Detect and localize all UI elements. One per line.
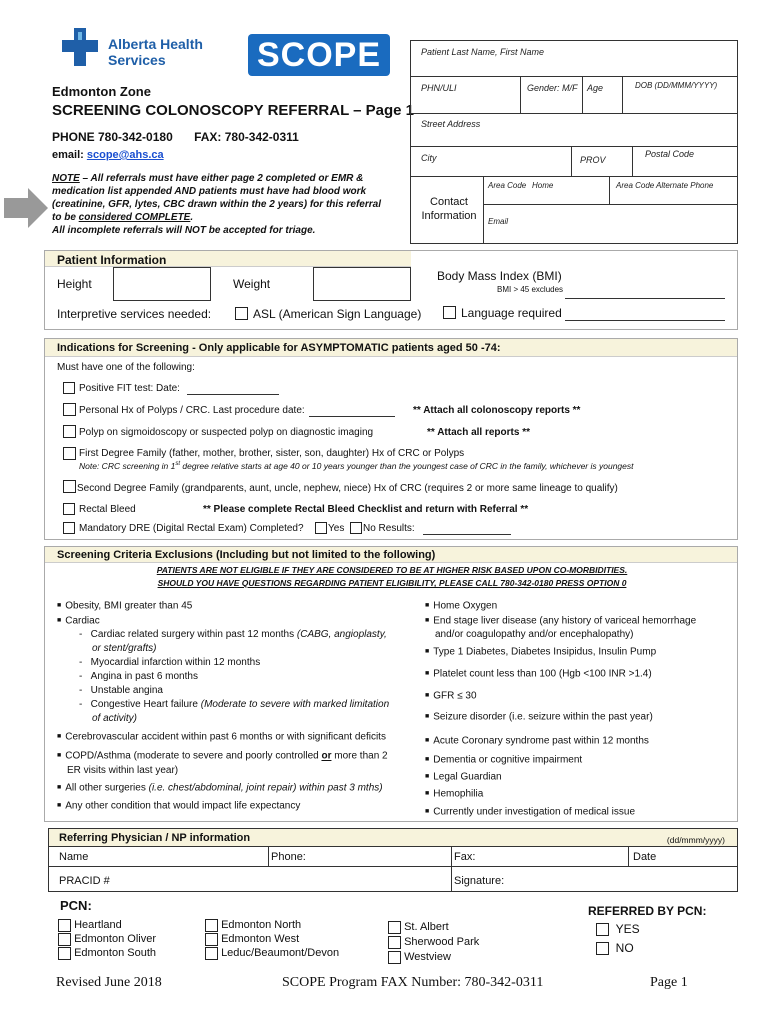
dre-results-input[interactable] [423,523,511,535]
postal-label: Postal Code [645,149,695,159]
scope-logo: SCOPE [248,34,390,76]
physician-heading: Referring Physician / NP information [59,832,251,844]
age-field[interactable] [583,77,623,113]
first-note-a: Note: CRC screening in 1 [79,461,176,471]
asl-checkbox[interactable] [235,307,248,320]
footer-fax: SCOPE Program FAX Number: 780-342-0311 [282,975,544,990]
polyp-sig-attach: ** Attach all reports ** [427,427,530,438]
pcn-col-3 [388,920,479,965]
excl-c5: - Congestive Heart failure (Moderate to severe with marked limitation [79,699,390,711]
polyp-sig-checkbox[interactable] [63,425,76,438]
excl-c4: - Unstable angina [79,685,163,697]
gender-field[interactable] [521,77,583,113]
bmi-label: Body Mass Index (BMI) [437,269,562,283]
phn-label: PHN/ULI [421,83,457,93]
note-text-1: – All referrals must have either page 2 completed or EMR & [79,173,364,184]
dre-no-label: No Results: [363,523,415,534]
dob-field[interactable] [623,77,737,113]
first-note-sup: st [175,461,181,468]
polyp-sig-label: Polyp on sigmoidoscopy or suspected polyp on diagnostic imaging [79,427,374,438]
excl-c1: - Cardiac related surgery within past 12 months (CABG, angioplasty, [79,629,387,641]
pcn-st-albert[interactable]: St. Albert [388,920,479,935]
language-input[interactable] [565,309,725,321]
email-line [52,149,164,161]
excl-r2: ■ End stage liver disease (any history of variceal hemorrhage [425,615,697,627]
phn-field[interactable] [411,77,521,113]
prov-field[interactable] [571,147,633,177]
note-text-4c: . [190,212,194,223]
first-note-b: degree relative starts at age 40 or 10 years younger than the youngest case of CRC in the family, whichever is youngest [180,461,634,471]
footer-page: Page 1 [650,975,688,990]
exclusions-section [44,546,738,822]
asl-label: ASL (American Sign Language) [253,307,422,321]
first-degree-label: First Degree Family (father, mother, brother, sister, son, daughter) Hx of CRC or Polyps [79,448,465,459]
patient-info-section [44,250,738,330]
prov-label: PROV [580,155,606,165]
pcn-sherwood-park[interactable]: Sherwood Park [388,935,479,950]
polyps-label: Personal Hx of Polyps / CRC. Last procedure date: [79,405,305,416]
note-text-2: medication list appended AND patients must have had blood work [52,186,367,197]
pcn-col-1 [58,918,156,960]
home-label: Home [532,181,554,190]
referred-no-checkbox[interactable] [596,942,609,955]
dre-label: Mandatory DRE (Digital Rectal Exam) Completed? [79,523,304,534]
language-checkbox[interactable] [443,306,456,319]
excl-r4: ■ Platelet count less than 100 (Hgb <100 INR >1.4) [425,668,652,680]
note-text-3: (creatinine, GFR, lytes, CBC drawn within the 2 years) for this referral [52,199,381,210]
exclusions-heading: Screening Criteria Exclusions (Including but not limited to the following) [57,549,436,561]
dob-label: DOB (DD/MMM/YYYY) [635,81,718,90]
rectal-checkbox[interactable] [63,503,75,515]
pcn-label: PCN: [60,898,92,913]
email-link[interactable]: scope@ahs.ca [86,149,164,161]
must-text: Must have one of the following: [57,362,195,373]
fit-date-input[interactable] [187,383,279,395]
phn-row [411,77,737,147]
indications-section [44,338,738,540]
excl-any: ■ Any other condition that would impact life expectancy [57,800,301,812]
weight-input[interactable] [313,267,411,301]
ahs-logo [60,28,210,68]
referred-by-pcn-label: REFERRED BY PCN: [588,904,707,918]
excl-other: ■ All other surgeries (i.e. chest/abdominal, joint repair) within past 3 mths) [57,782,383,794]
postal-field[interactable] [633,147,737,177]
excl-cardiac: ■ Cardiac [57,615,100,627]
contact-label-1: Contact [430,196,468,208]
rectal-label: Rectal Bleed [79,504,136,515]
first-degree-note [79,461,633,471]
signature-field[interactable] [451,867,737,891]
city-field[interactable] [411,147,571,177]
excl-copd-c: ER visits within last year) [67,764,179,776]
phone-line [52,130,299,144]
home-phone-field[interactable] [484,177,610,205]
excl-r9: ■ Legal Guardian [425,771,502,783]
excl-r1: ■ Home Oxygen [425,600,498,612]
excl-c2: - Myocardial infarction within 12 months [79,657,261,669]
note-block [52,172,397,237]
note-label: NOTE [52,173,80,184]
second-degree-checkbox[interactable] [63,480,76,493]
excl-c3: - Angina in past 6 months [79,671,198,683]
contact-grid [483,177,737,243]
city-label: City [421,153,437,163]
arrow-icon [4,188,48,228]
excl-r3: ■ Type 1 Diabetes, Diabetes Insipidus, Insulin Pump [425,646,657,658]
physician-section [48,828,738,892]
pracid-field[interactable] [49,867,451,891]
age-label: Age [587,83,604,93]
excl-left-col [57,599,419,814]
weight-label: Weight [233,277,271,291]
alt-phone-field[interactable] [610,177,738,205]
language-label: Language required [461,306,562,320]
excl-copd: ■ COPD/Asthma (moderate to severe and poorly controlled or more than 2 [57,750,388,762]
physician-phone-field[interactable] [269,847,451,867]
ahs-cross-icon [60,28,102,66]
polyps-date-input[interactable] [309,405,395,417]
ddmm-label: (dd/mmm/yyyy) [666,835,725,845]
physician-date-label: Date [633,851,657,863]
dre-no-checkbox[interactable] [350,522,362,534]
page-title: SCREENING COLONOSCOPY REFERRAL – Page 1 [52,102,415,119]
fit-checkbox[interactable] [63,382,75,394]
second-degree-label: Second Degree Family (grandparents, aunt, uncle, nephew, niece) Hx of CRC (requires 2 or more same lineage to qualify) [77,483,618,494]
excl-r2b: and/or coagulopathy and/or encephalopathy) [435,629,634,641]
height-label: Height [57,277,92,291]
signature-label: Signature: [454,875,505,887]
alt-phone-label: Alternate Phone [656,181,714,190]
contact-label-2: Information [421,210,477,222]
physician-fax-field[interactable] [451,847,629,867]
pracid-label: PRACID # [59,875,110,887]
bmi-input[interactable] [565,287,725,299]
pcn-westview[interactable]: Westview [388,950,479,965]
excl-r5: ■ GFR ≤ 30 [425,690,477,702]
ahs-logo-text-2: Services [108,52,166,68]
referred-no[interactable] [596,941,634,955]
warning-1: PATIENTS ARE NOT ELIGIBLE IF THEY ARE CONSIDERED TO BE AT HIGHER RISK BASED UPON CO-MORBIDITIES. [156,565,628,575]
zone-label: Edmonton Zone [52,84,151,99]
dre-yes-checkbox[interactable] [315,522,327,534]
referred-yes[interactable] [596,922,640,936]
excl-r11: ■ Currently under investigation of medical issue [425,807,636,819]
patient-info-heading: Patient Information [57,253,167,267]
pcn-col-2 [205,918,339,960]
pcn-edmonton-south[interactable]: Edmonton South [58,946,156,960]
excl-right-col [425,599,735,820]
polyps-attach: ** Attach all colonoscopy reports ** [413,405,581,416]
excl-cva: ■ Cerebrovascular accident within past 6 months or with significant deficits [57,731,386,743]
footer-revised: Revised June 2018 [56,975,162,990]
interp-label: Interpretive services needed: [57,307,212,321]
note-text-4a: to be [52,212,79,223]
physician-phone-label: Phone: [271,851,306,863]
physician-name-label: Name [59,851,89,863]
excl-r8: ■ Dementia or cognitive impairment [425,755,583,767]
ahs-logo-text-1: Alberta Health [108,36,203,52]
referred-yes-label: YES [615,922,640,936]
physician-fax-label: Fax: [454,851,476,863]
pcn-edmonton-north[interactable]: Edmonton North [205,918,339,932]
rectal-note: ** Please complete Rectal Bleed Checklist and return with Referral ** [203,504,529,515]
note-text-5: All incomplete referrals will NOT be accepted for triage. [52,225,316,236]
pcn-leduc[interactable]: Leduc/Beaumont/Devon [205,946,339,960]
excl-obesity: ■ Obesity, BMI greater than 45 [57,600,193,612]
patient-id-box [410,40,738,244]
warning-2: SHOULD YOU HAVE QUESTIONS REGARDING PATIENT ELIGIBILITY, PLEASE CALL 780-342-0180 PRESS OPTION 0 [157,578,627,588]
referred-yes-checkbox[interactable] [596,923,609,936]
contact-label [415,195,483,223]
note-text-4b: considered COMPLETE [78,212,191,223]
excl-r6: ■ Seizure disorder (i.e. seizure within the past year) [425,711,653,723]
phone-text: PHONE 780-342-0180 [52,130,173,144]
height-input[interactable] [113,267,211,301]
fit-label: Positive FIT test: Date: [79,383,180,394]
dre-yes-label: Yes [328,523,345,534]
pcn-edmonton-west[interactable]: Edmonton West [205,932,339,946]
excl-c5c: of activity) [92,713,138,725]
area-code-label-1: Area Code [488,181,527,190]
street-label: Street Address [421,119,481,129]
city-row [411,147,737,177]
bmi-note: BMI > 45 excludes [497,285,564,294]
patient-email-label: Email [488,217,509,226]
gender-label: Gender: M/F [527,83,578,93]
excl-r10: ■ Hemophilia [425,788,484,800]
indications-heading: Indications for Screening - Only applicable for ASYMPTOMATIC patients aged 50 -74: [57,342,501,354]
excl-c1c: or stent/grafts) [92,643,157,655]
physician-name-field[interactable] [49,847,269,867]
polyps-checkbox[interactable] [63,403,76,416]
street-field[interactable] [411,113,737,147]
email-label: email: [52,149,84,161]
patient-name-label: Patient Last Name, First Name [421,47,545,57]
pcn-heartland[interactable]: Heartland [58,918,156,932]
patient-name-field[interactable] [411,41,737,77]
referred-no-label: NO [615,941,634,955]
pcn-edmonton-oliver[interactable]: Edmonton Oliver [58,932,156,946]
area-code-label-2: Area Code [616,181,655,190]
dre-checkbox[interactable] [63,522,75,534]
patient-email-field[interactable] [484,205,738,243]
fax-text: FAX: 780-342-0311 [194,130,299,144]
first-degree-checkbox[interactable] [63,447,76,460]
excl-r7: ■ Acute Coronary syndrome past within 12 months [425,735,649,747]
physician-date-field[interactable] [629,847,737,867]
